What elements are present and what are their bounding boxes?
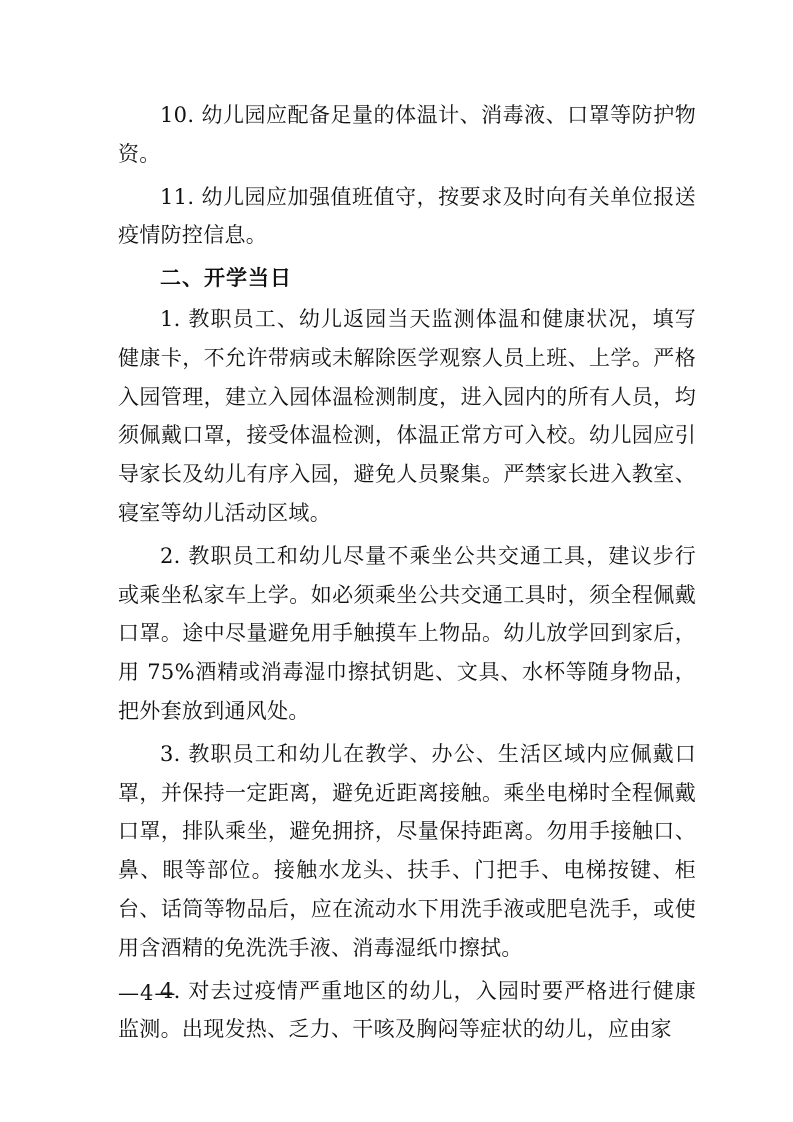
paragraph-item-2: 2. 教职员工和幼儿尽量不乘坐公共交通工具，建议步行或乘坐私家车上学。如必须乘坐公共交通工具时，须全程佩戴口罩。途中尽量避免用手触摸车上物品。幼儿放学回到家后，用 75%酒精或消毒湿巾擦拭钥匙、文具、水杯等随身物品，把外套放到通风处。 [118,543,696,723]
paragraph-item-1: 1. 教职员工、幼儿返园当天监测体温和健康状况，填写健康卡，不允许带病或未解除医学观察人员上班、上学。严格入园管理，建立入园体温检测制度，进入园内的所有人员，均须佩戴口罩，接受体温检测，体温正常方可入校。幼儿园应引导家长及幼儿有序入园，避免人员聚集。严禁家长进入教室、寝室等幼儿活动区域。 [118,306,696,525]
paragraph-item-10: 10. 幼儿园应配备足量的体温计、消毒液、口罩等防护物资。 [118,103,696,166]
section-heading: 二、开学当日 [160,266,292,291]
paragraph-item-4: 4. 对去过疫情严重地区的幼儿，入园时要严格进行健康监测。出现发热、乏力、干咳及胸闷等症状的幼儿，应由家 [118,978,696,1042]
paragraph-item-11: 11. 幼儿园应加强值班值守，按要求及时向有关单位报送疫情防控信息。 [118,184,696,248]
paragraph-item-3: 3. 教职员工和幼儿在教学、办公、生活区域内应佩戴口罩，并保持一定距离，避免近距离接触。乘坐电梯时全程佩戴口罩，排队乘坐，避免拥挤，尽量保持距离。勿用手接触口、鼻、眼等部位。接触水龙头、扶手、门把手、电梯按键、柜台、话筒等物品后，应在流动水下用洗手液或肥皂洗手，或使用含酒精的免洗洗手液、消毒湿纸巾擦拭。 [118,741,696,960]
document-body [118,96,696,1053]
page-number: —4— [118,981,177,1005]
